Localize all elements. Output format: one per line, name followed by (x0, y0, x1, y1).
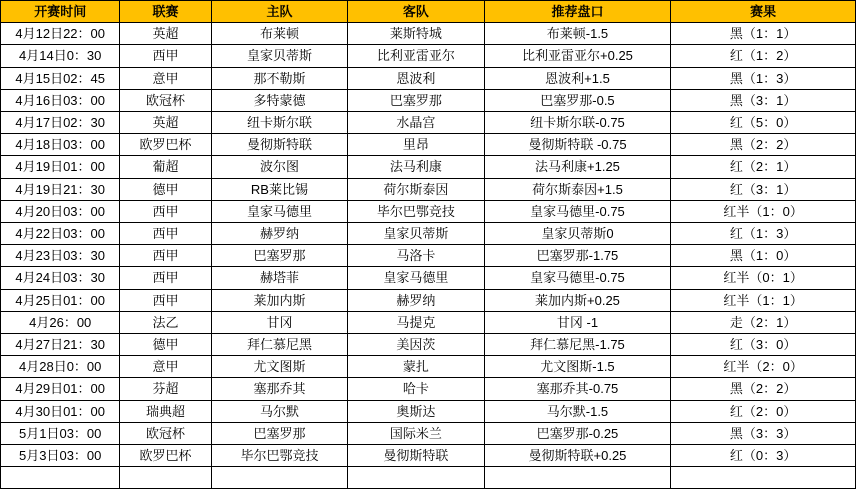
column-header-odds: 推荐盘口 (484, 1, 671, 23)
table-row (1, 45, 856, 67)
cell-league: 葡超 (120, 156, 211, 178)
cell-time: 4月12日22：00 (1, 23, 120, 45)
cell-time: 4月14日0：30 (1, 45, 120, 67)
cell-home-empty (211, 467, 347, 489)
table-row (1, 245, 856, 267)
cell-result: 红（0：3） (671, 445, 856, 467)
cell-away: 毕尔巴鄂竞技 (348, 200, 484, 222)
table-row (1, 311, 856, 333)
cell-away: 皇家贝蒂斯 (348, 223, 484, 245)
column-header-time: 开赛时间 (1, 1, 120, 23)
cell-result: 红（1：2） (671, 45, 856, 67)
table-row (1, 378, 856, 400)
cell-odds: 甘冈 -1 (484, 311, 671, 333)
cell-result: 红（2：0） (671, 400, 856, 422)
cell-home: 巴塞罗那 (211, 422, 347, 444)
cell-odds: 马尔默-1.5 (484, 400, 671, 422)
cell-odds: 巴塞罗那-0.5 (484, 89, 671, 111)
cell-time: 4月18日03：00 (1, 134, 120, 156)
cell-time: 4月17日02：30 (1, 112, 120, 134)
cell-odds: 曼彻斯特联 -0.75 (484, 134, 671, 156)
cell-time: 4月15日02：45 (1, 67, 120, 89)
cell-time: 5月3日03：00 (1, 445, 120, 467)
cell-home: 皇家贝蒂斯 (211, 45, 347, 67)
cell-result: 走（2：1） (671, 311, 856, 333)
cell-result: 黑（2：2） (671, 378, 856, 400)
cell-home: 尤文图斯 (211, 356, 347, 378)
cell-result: 黑（2：2） (671, 134, 856, 156)
table-row (1, 289, 856, 311)
cell-away: 巴塞罗那 (348, 89, 484, 111)
cell-league: 英超 (120, 23, 211, 45)
cell-away: 蒙扎 (348, 356, 484, 378)
cell-home: 马尔默 (211, 400, 347, 422)
cell-away: 比利亚雷亚尔 (348, 45, 484, 67)
cell-league: 德甲 (120, 334, 211, 356)
cell-result: 黑（1：1） (671, 23, 856, 45)
cell-league-empty (120, 467, 211, 489)
cell-odds: 巴塞罗那-0.25 (484, 422, 671, 444)
cell-result: 黑（1：3） (671, 67, 856, 89)
cell-result: 红（5：0） (671, 112, 856, 134)
cell-league: 欧冠杯 (120, 89, 211, 111)
cell-odds: 拜仁慕尼黑-1.75 (484, 334, 671, 356)
cell-away: 国际米兰 (348, 422, 484, 444)
cell-odds: 塞那乔其-0.75 (484, 378, 671, 400)
cell-league: 西甲 (120, 267, 211, 289)
table-header (1, 1, 856, 23)
cell-home: 多特蒙德 (211, 89, 347, 111)
cell-odds: 恩波利+1.5 (484, 67, 671, 89)
cell-away: 莱斯特城 (348, 23, 484, 45)
table-row (1, 178, 856, 200)
cell-time: 4月30日01：00 (1, 400, 120, 422)
column-header-home: 主队 (211, 1, 347, 23)
table-row (1, 223, 856, 245)
cell-odds: 皇家马德里-0.75 (484, 200, 671, 222)
cell-home: 毕尔巴鄂竞技 (211, 445, 347, 467)
cell-result: 红半（1：1） (671, 289, 856, 311)
cell-odds: 荷尔斯泰因+1.5 (484, 178, 671, 200)
cell-result: 红半（2：0） (671, 356, 856, 378)
cell-result: 黑（1：0） (671, 245, 856, 267)
column-header-away: 客队 (348, 1, 484, 23)
column-header-result: 赛果 (671, 1, 856, 23)
cell-away: 马洛卡 (348, 245, 484, 267)
cell-league: 欧罗巴杯 (120, 445, 211, 467)
table-row (1, 112, 856, 134)
table-row (1, 334, 856, 356)
cell-away: 水晶宫 (348, 112, 484, 134)
cell-result: 红（1：3） (671, 223, 856, 245)
cell-time: 4月27日21：30 (1, 334, 120, 356)
table-row (1, 400, 856, 422)
cell-away-empty (348, 467, 484, 489)
cell-time: 4月19日21：30 (1, 178, 120, 200)
cell-league: 西甲 (120, 223, 211, 245)
cell-odds-empty (484, 467, 671, 489)
cell-league: 意甲 (120, 356, 211, 378)
cell-league: 西甲 (120, 200, 211, 222)
cell-time: 4月20日03：00 (1, 200, 120, 222)
cell-league: 西甲 (120, 289, 211, 311)
cell-time: 4月22日03：00 (1, 223, 120, 245)
cell-away: 哈卡 (348, 378, 484, 400)
cell-away: 曼彻斯特联 (348, 445, 484, 467)
cell-league: 欧罗巴杯 (120, 134, 211, 156)
cell-league: 瑞典超 (120, 400, 211, 422)
table-row (1, 23, 856, 45)
cell-home: 布莱顿 (211, 23, 347, 45)
cell-odds: 尤文图斯-1.5 (484, 356, 671, 378)
cell-home: 纽卡斯尔联 (211, 112, 347, 134)
cell-home: 甘冈 (211, 311, 347, 333)
cell-odds: 皇家马德里-0.75 (484, 267, 671, 289)
cell-time: 4月24日03：30 (1, 267, 120, 289)
cell-odds: 巴塞罗那-1.75 (484, 245, 671, 267)
cell-time: 4月25日01：00 (1, 289, 120, 311)
cell-home: 曼彻斯特联 (211, 134, 347, 156)
cell-home: 那不勒斯 (211, 67, 347, 89)
cell-odds: 比利亚雷亚尔+0.25 (484, 45, 671, 67)
cell-league: 德甲 (120, 178, 211, 200)
cell-away: 皇家马德里 (348, 267, 484, 289)
table-row (1, 134, 856, 156)
table-row-empty (1, 467, 856, 489)
cell-league: 芬超 (120, 378, 211, 400)
cell-league: 西甲 (120, 245, 211, 267)
cell-result: 红半（0：1） (671, 267, 856, 289)
cell-away: 恩波利 (348, 67, 484, 89)
cell-home: 赫罗纳 (211, 223, 347, 245)
cell-odds: 法马利康+1.25 (484, 156, 671, 178)
cell-odds: 纽卡斯尔联-0.75 (484, 112, 671, 134)
cell-home: 赫塔菲 (211, 267, 347, 289)
table-body (1, 23, 856, 489)
table-row (1, 356, 856, 378)
cell-result: 红（3：1） (671, 178, 856, 200)
cell-time: 4月28日0：00 (1, 356, 120, 378)
cell-time-empty (1, 467, 120, 489)
header-row (1, 1, 856, 23)
cell-away: 里昂 (348, 134, 484, 156)
cell-home: 拜仁慕尼黑 (211, 334, 347, 356)
table-row (1, 445, 856, 467)
table-row (1, 200, 856, 222)
cell-away: 马提克 (348, 311, 484, 333)
cell-away: 赫罗纳 (348, 289, 484, 311)
cell-result: 黑（3：1） (671, 89, 856, 111)
cell-home: RB莱比锡 (211, 178, 347, 200)
cell-home: 巴塞罗那 (211, 245, 347, 267)
cell-odds: 布莱顿-1.5 (484, 23, 671, 45)
cell-time: 4月19日01：00 (1, 156, 120, 178)
cell-odds: 曼彻斯特联+0.25 (484, 445, 671, 467)
cell-result: 红半（1：0） (671, 200, 856, 222)
cell-result: 红（3：0） (671, 334, 856, 356)
cell-result: 红（2：1） (671, 156, 856, 178)
table-row (1, 89, 856, 111)
cell-home: 波尔图 (211, 156, 347, 178)
table-row (1, 422, 856, 444)
cell-away: 奥斯达 (348, 400, 484, 422)
cell-home: 莱加内斯 (211, 289, 347, 311)
cell-odds: 皇家贝蒂斯0 (484, 223, 671, 245)
cell-home: 塞那乔其 (211, 378, 347, 400)
table-row (1, 67, 856, 89)
cell-away: 法马利康 (348, 156, 484, 178)
cell-league: 英超 (120, 112, 211, 134)
cell-result: 黑（3：3） (671, 422, 856, 444)
cell-time: 5月1日03：00 (1, 422, 120, 444)
cell-odds: 莱加内斯+0.25 (484, 289, 671, 311)
cell-time: 4月29日01：00 (1, 378, 120, 400)
cell-home: 皇家马德里 (211, 200, 347, 222)
cell-time: 4月26：00 (1, 311, 120, 333)
table-row (1, 267, 856, 289)
cell-time: 4月16日03：00 (1, 89, 120, 111)
cell-league: 意甲 (120, 67, 211, 89)
cell-time: 4月23日03：30 (1, 245, 120, 267)
cell-league: 法乙 (120, 311, 211, 333)
cell-league: 西甲 (120, 45, 211, 67)
column-header-league: 联赛 (120, 1, 211, 23)
cell-away: 美因茨 (348, 334, 484, 356)
cell-league: 欧冠杯 (120, 422, 211, 444)
cell-result-empty (671, 467, 856, 489)
cell-away: 荷尔斯泰因 (348, 178, 484, 200)
table-row (1, 156, 856, 178)
